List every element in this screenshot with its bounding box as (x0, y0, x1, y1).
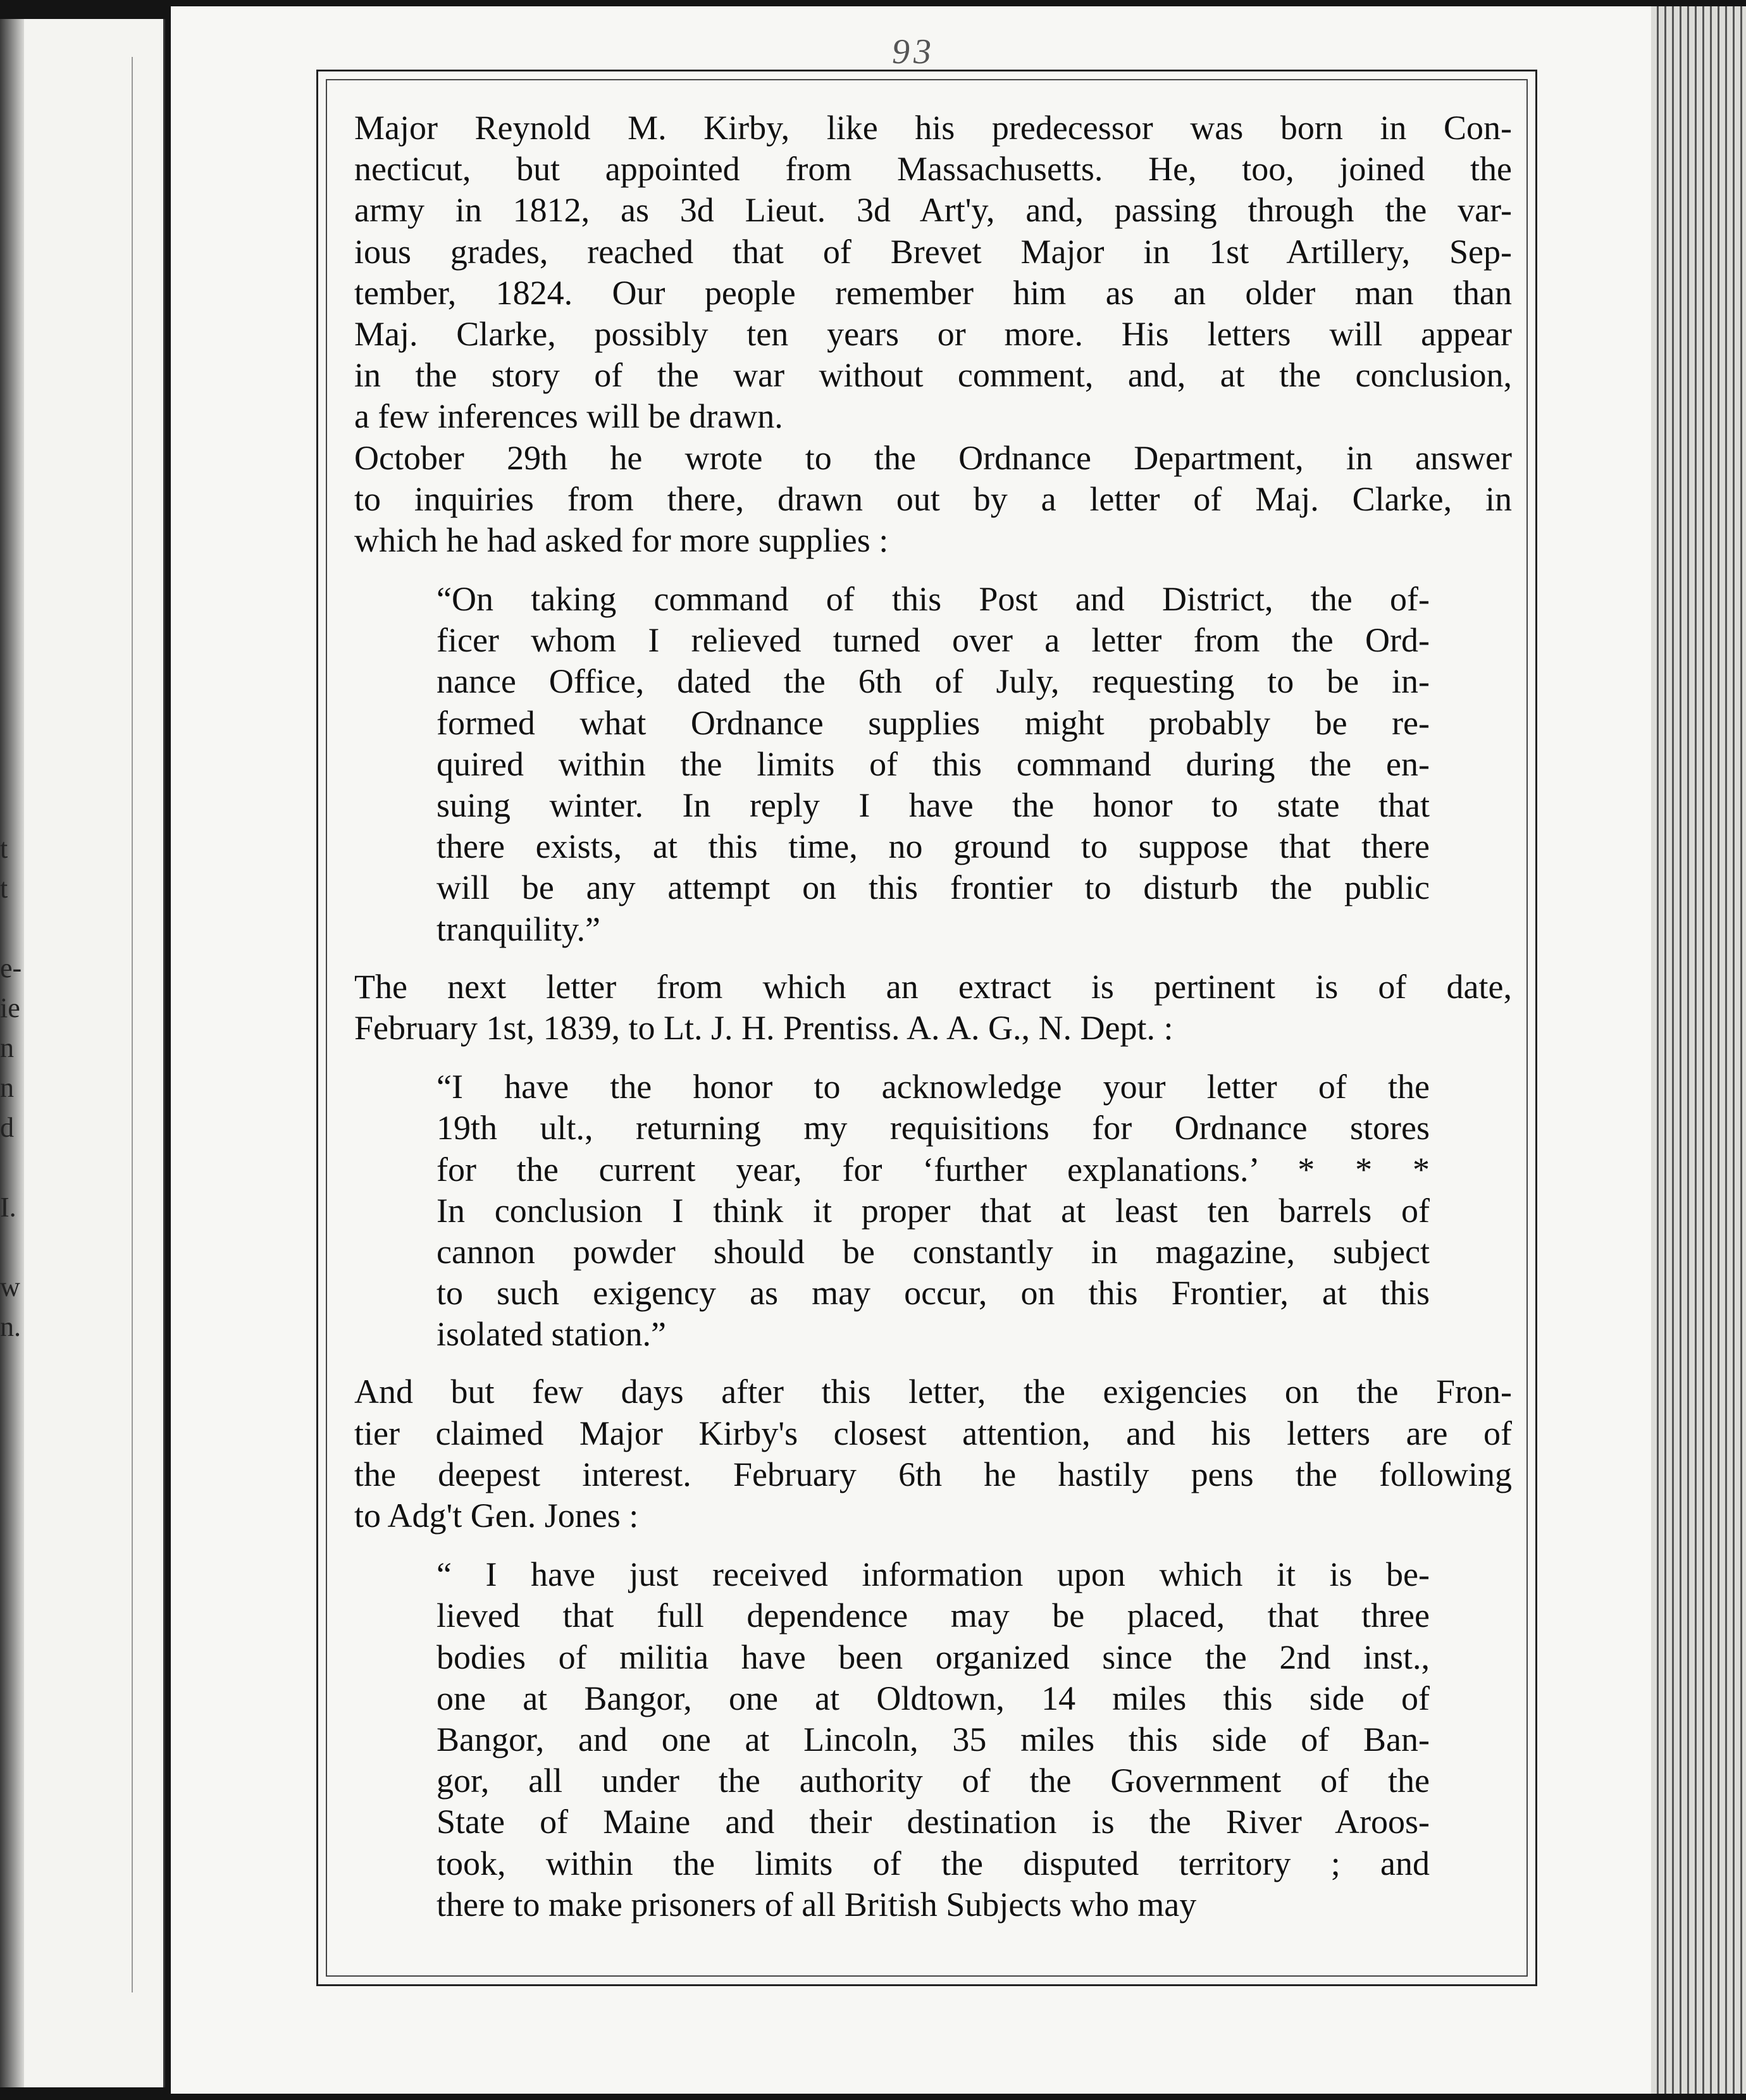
text-line: Bangor, and one at Lincoln, 35 miles this side of Ban- (436, 1720, 1430, 1758)
text-line: will be any attempt on this frontier to disturb the public (436, 868, 1430, 907)
text-line: took, within the limits of the disputed territory ; and (436, 1844, 1430, 1882)
page-edges (1651, 6, 1746, 2094)
text-line: And but few days after this letter, the exigencies on the Fron- (354, 1373, 1512, 1411)
body-paragraph (354, 108, 1512, 438)
body-paragraph (354, 438, 1512, 562)
text-line: tier claimed Major Kirby's closest attention, and his letters are of (354, 1414, 1512, 1452)
text-line: there to make prisoners of all British Subjects who may (436, 1885, 1197, 1924)
text-line: cannon powder should be constantly in magazine, subject (436, 1232, 1430, 1271)
text-line: the deepest interest. February 6th he hastily pens the following (354, 1455, 1512, 1493)
text-line: “On taking command of this Post and District, the of- (436, 580, 1430, 619)
facing-page-fragment: n (0, 1072, 14, 1103)
text-line: one at Bangor, one at Oldtown, 14 miles this side of (436, 1679, 1430, 1717)
text-line: there exists, at this time, no ground to suppose that there (436, 827, 1430, 866)
text-line: to Adg't Gen. Jones : (354, 1497, 639, 1535)
text-line: gor, all under the authority of the Government of the (436, 1762, 1430, 1800)
text-line: In conclusion I think it proper that at least ten barrels of (436, 1191, 1430, 1230)
facing-page-fragment: w (0, 1271, 20, 1302)
text-line: to such exigency as may occur, on this Frontier, at this (436, 1274, 1430, 1312)
text-line: tember, 1824. Our people remember him as an older man than (354, 273, 1512, 312)
body-paragraph (354, 967, 1512, 1049)
text-line: for the current year, for ‘further explanations.’ * * * (436, 1150, 1430, 1189)
facing-page-fragment: e- (0, 953, 22, 984)
facing-page-fragment: d (0, 1112, 14, 1143)
facing-page-fragment: n (0, 1032, 14, 1063)
text-line: ious grades, reached that of Brevet Major in 1st Artillery, Sep- (354, 232, 1512, 271)
quoted-letter (436, 1066, 1430, 1355)
facing-page-fragment: ie (0, 992, 20, 1023)
facing-page-fragment: n. (0, 1311, 21, 1342)
text-line: Major Reynold M. Kirby, like his predecessor was born in Con- (354, 109, 1512, 147)
text-line: to inquiries from there, drawn out by a letter of Maj. Clarke, in (354, 479, 1512, 518)
text-line: tranquility.” (436, 910, 600, 948)
text-line: February 1st, 1839, to Lt. J. H. Prentiss. A. A. G., N. Dept. : (354, 1008, 1173, 1047)
text-line: “I have the honor to acknowledge your letter of the (436, 1068, 1430, 1106)
page-number: 93 (892, 32, 935, 71)
text-line: necticut, but appointed from Massachusetts. He, too, joined the (354, 150, 1512, 188)
facing-page-frame-line (132, 57, 133, 1992)
facing-page-fragment: t (0, 833, 8, 864)
text-line: ficer whom I relieved turned over a letter from the Ord- (436, 621, 1430, 660)
text-line: a few inferences will be drawn. (354, 397, 783, 436)
text-line: quired within the limits of this command during the en- (436, 744, 1430, 783)
text-line: The next letter from which an extract is pertinent is of date, (354, 967, 1512, 1006)
facing-page (0, 19, 165, 2087)
facing-page-fragment (0, 1147, 76, 1187)
text-line: October 29th he wrote to the Ordnance Department, in answer (354, 438, 1512, 477)
text-line: nance Office, dated the 6th of July, requesting to be in- (436, 662, 1430, 701)
text-line: formed what Ordnance supplies might probably be re- (436, 703, 1430, 742)
quoted-letter (436, 579, 1430, 950)
facing-page-fragment: I. (0, 1192, 16, 1223)
facing-page-fragment (0, 1227, 76, 1267)
text-line: in the story of the war without comment, and, at the conclusion, (354, 356, 1512, 395)
text-line: lieved that full dependence may be placed, that three (436, 1597, 1430, 1635)
facing-page-fragment: t (0, 873, 8, 904)
text-line: which he had asked for more supplies : (354, 521, 889, 559)
text-line: bodies of militia have been organized since the 2nd inst., (436, 1638, 1430, 1676)
text-line: State of Maine and their destination is the River Aroos- (436, 1803, 1430, 1841)
text-line: Maj. Clarke, possibly ten years or more. His letters will appear (354, 314, 1512, 353)
text-line: army in 1812, as 3d Lieut. 3d Art'y, and, passing through the var- (354, 191, 1512, 230)
body-paragraph (354, 1371, 1512, 1536)
text-line: 19th ult., returning my requisitions for Ordnance stores (436, 1109, 1430, 1147)
facing-page-text-fragments (0, 829, 76, 1347)
facing-page-fragment (0, 908, 76, 948)
text-line: suing winter. In reply I have the honor to state that (436, 786, 1430, 824)
book-page (171, 6, 1651, 2094)
text-line: “ I have just received information upon which it is be- (436, 1555, 1430, 1594)
text-line: isolated station.” (436, 1315, 666, 1354)
page-text (354, 108, 1512, 1942)
quoted-letter (436, 1554, 1430, 1925)
